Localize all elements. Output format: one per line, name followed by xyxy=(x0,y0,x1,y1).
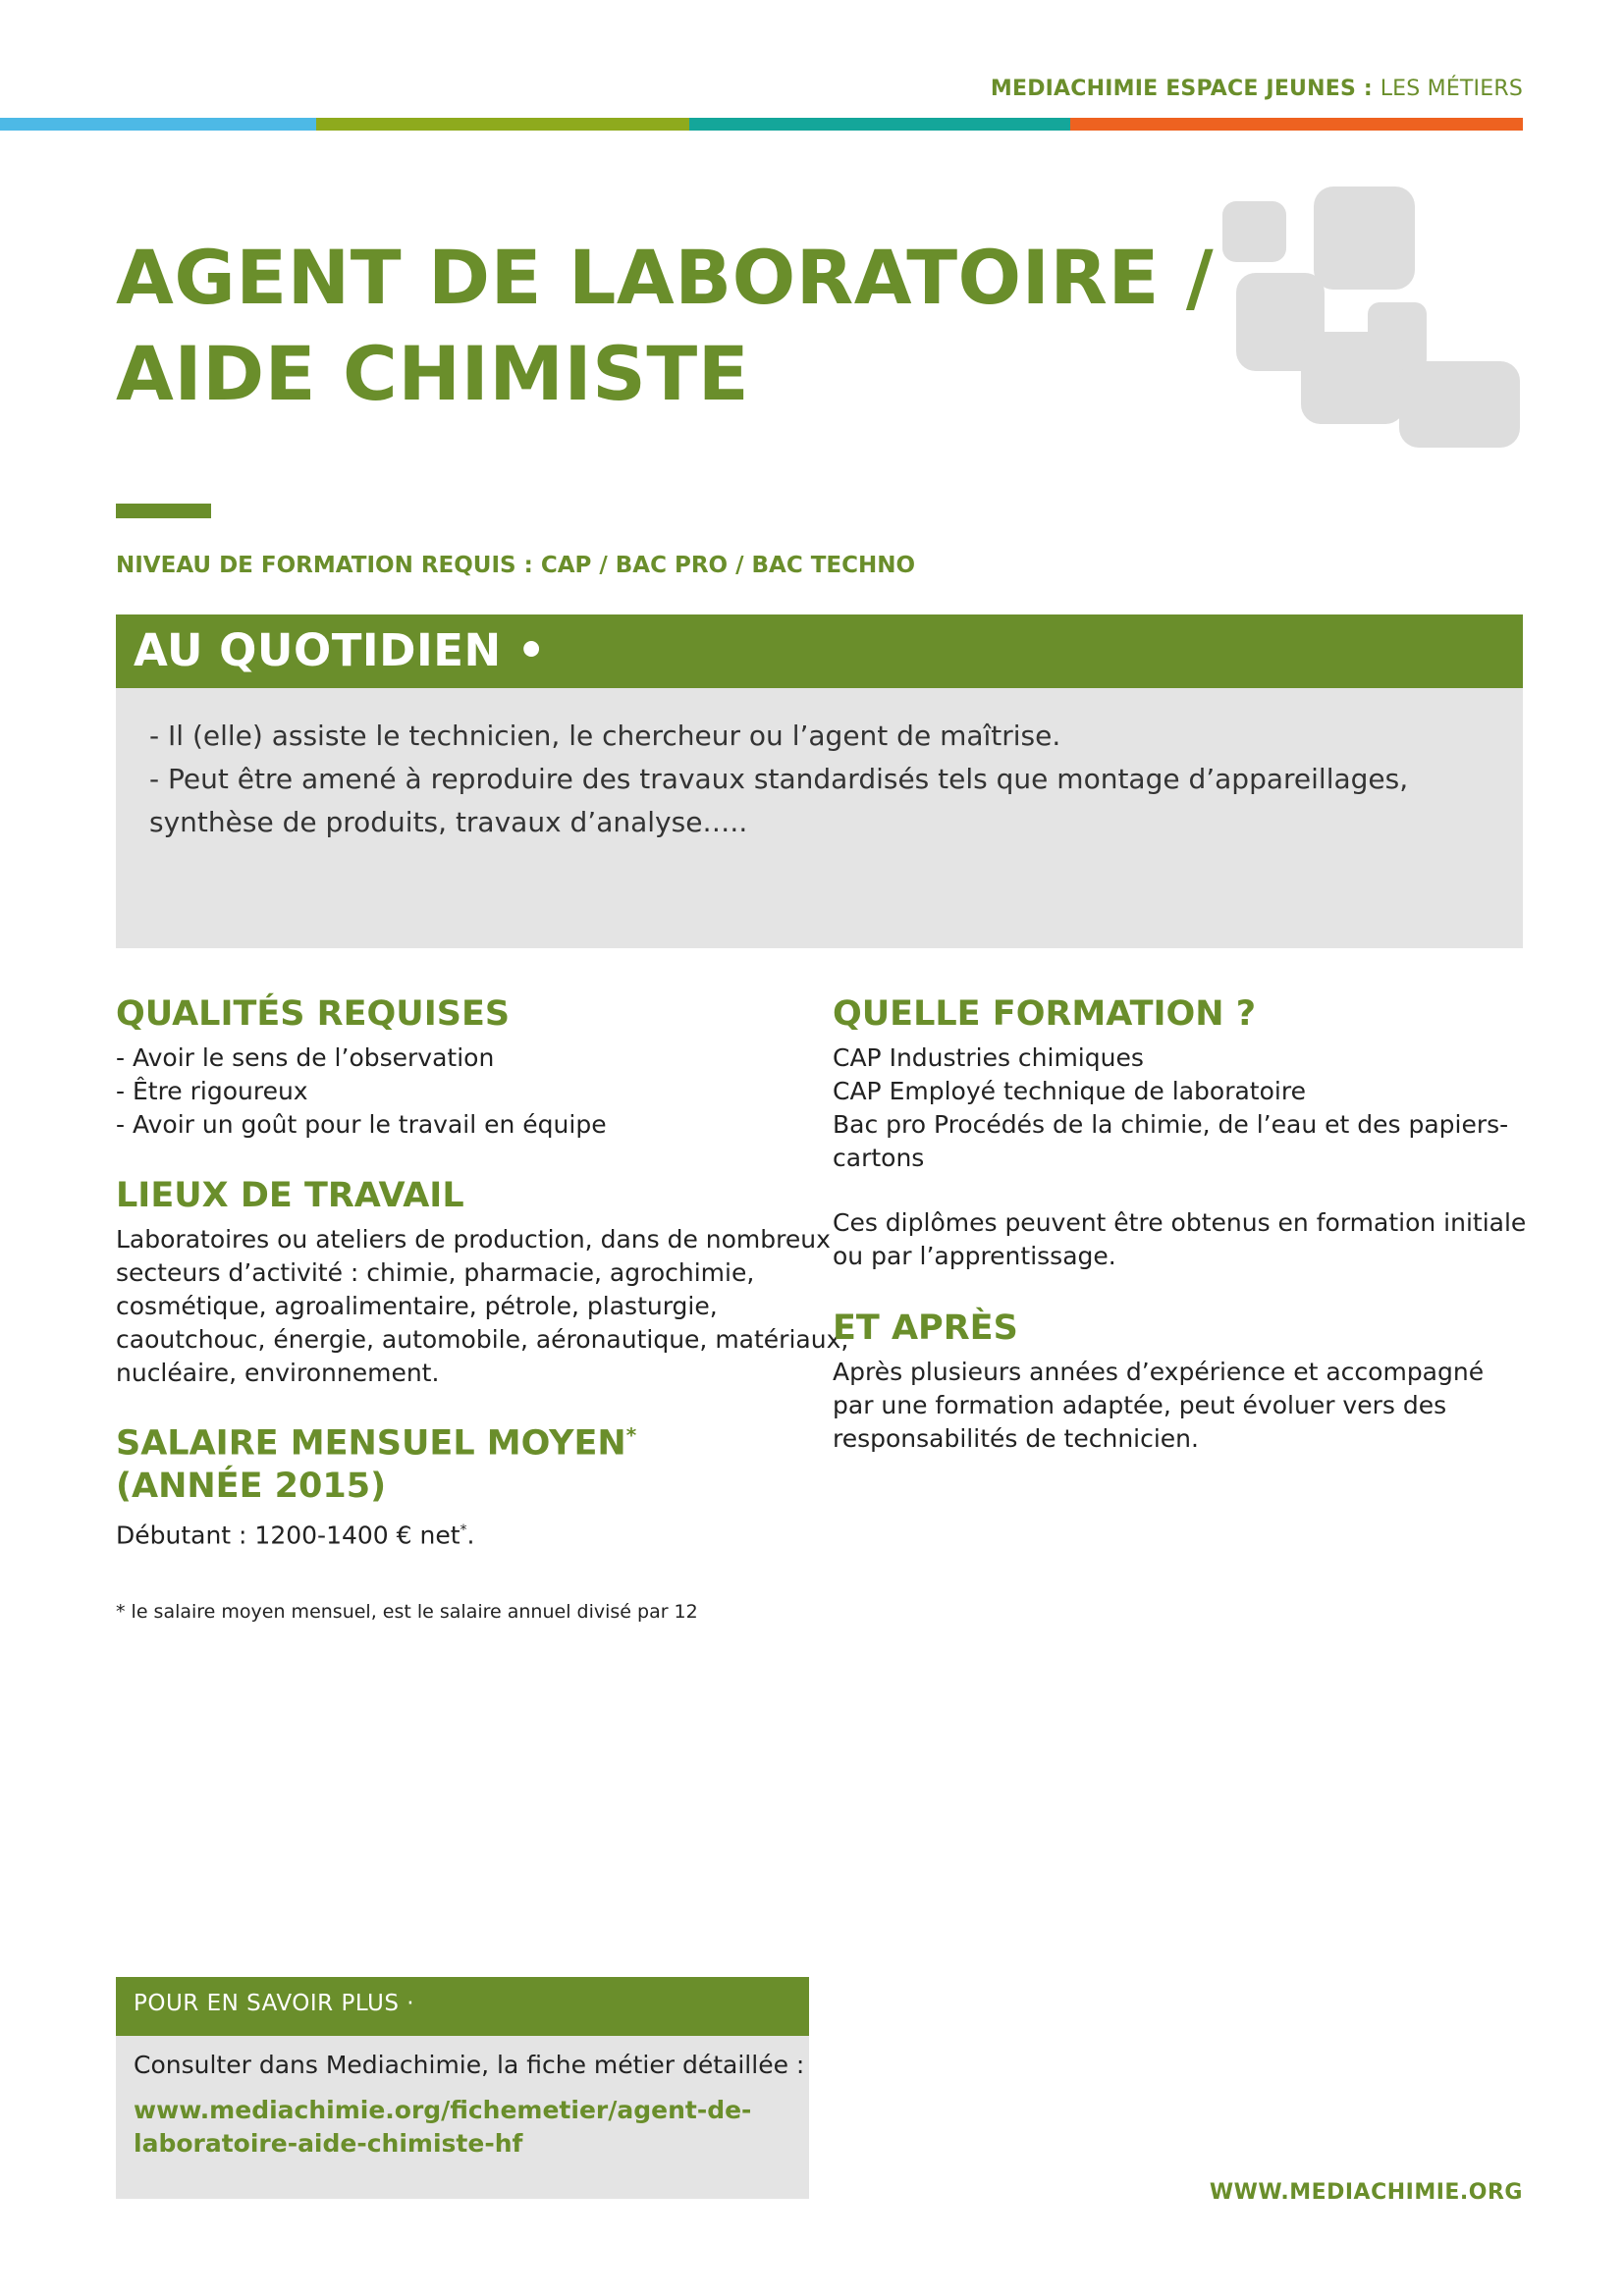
header-section: LES MÉTIERS xyxy=(1380,77,1523,101)
salaire-text xyxy=(116,1514,474,1552)
quotidien-heading: AU QUOTIDIEN • xyxy=(134,624,547,676)
qualites-heading: QUALITÉS REQUISES xyxy=(116,994,511,1034)
salaire-value-end: . xyxy=(466,1521,475,1550)
formation-list xyxy=(833,1041,1508,1175)
page-title xyxy=(116,230,1214,422)
salaire-heading-mark: * xyxy=(625,1423,637,1447)
lieux-line: secteurs d’activité : chimie, pharmacie, agrochimie, xyxy=(116,1258,755,1287)
formation-note xyxy=(833,1206,1526,1273)
lieux-line: Laboratoires ou ateliers de production, dans de nombreux xyxy=(116,1225,831,1254)
salaire-heading-text: SALAIRE MENSUEL MOYEN xyxy=(116,1423,626,1464)
color-bar-lime xyxy=(316,118,689,131)
more-info-text: Consulter dans Mediachimie, la fiche métier détaillée : xyxy=(134,2051,805,2079)
lieux-text xyxy=(116,1223,848,1390)
quotidien-line: synthèse de produits, travaux d’analyse….. xyxy=(149,806,748,838)
apres-heading: ET APRÈS xyxy=(833,1308,1018,1348)
formation-item: cartons xyxy=(833,1144,925,1172)
quotidien-box xyxy=(116,688,1523,948)
salaire-footnote: * le salaire moyen mensuel, est le salaire annuel divisé par 12 xyxy=(116,1601,698,1623)
color-bar-blue xyxy=(0,118,316,131)
header-separator: : xyxy=(1356,77,1380,101)
formation-item: Bac pro Procédés de la chimie, de l’eau et des papiers- xyxy=(833,1110,1509,1139)
more-info-heading: POUR EN SAVOIR PLUS · xyxy=(134,1991,415,2016)
quotidien-line: - Peut être amené à reproduire des travaux standardisés tels que montage d’appareillages, xyxy=(149,763,1409,795)
formation-item: CAP Employé technique de laboratoire xyxy=(833,1077,1306,1105)
salaire-heading-line-2: (ANNÉE 2015) xyxy=(116,1467,387,1506)
formation-item: CAP Industries chimiques xyxy=(833,1043,1144,1072)
qualites-item: - Avoir un goût pour le travail en équipe xyxy=(116,1110,607,1139)
formation-level: NIVEAU DE FORMATION REQUIS : CAP / BAC PRO / BAC TECHNO xyxy=(116,553,916,578)
qualites-list xyxy=(116,1041,607,1142)
apres-line: responsabilités de technicien. xyxy=(833,1424,1199,1453)
apres-line: par une formation adaptée, peut évoluer vers des xyxy=(833,1391,1447,1419)
more-info-link-line-2[interactable]: laboratoire-aide-chimiste-hf xyxy=(134,2129,523,2158)
apres-text xyxy=(833,1356,1484,1456)
quotidien-line: - Il (elle) assiste le technicien, le chercheur ou l’agent de maîtrise. xyxy=(149,720,1061,752)
salaire-value-mark: * xyxy=(460,1522,467,1538)
more-info-box xyxy=(116,2036,809,2199)
formation-note-line: Ces diplômes peuvent être obtenus en formation initiale xyxy=(833,1208,1527,1237)
more-info-header xyxy=(116,1977,809,2036)
header-brand-name: MEDIACHIMIE ESPACE JEUNES xyxy=(990,77,1356,101)
title-line-2: AIDE CHIMISTE xyxy=(116,330,750,417)
apres-line: Après plusieurs années d’expérience et accompagné xyxy=(833,1358,1485,1386)
qualites-item: - Être rigoureux xyxy=(116,1077,308,1105)
lieux-line: cosmétique, agroalimentaire, pétrole, plasturgie, xyxy=(116,1292,718,1320)
color-bar-teal xyxy=(689,118,1070,131)
salaire-heading-line-1 xyxy=(116,1423,636,1464)
lieux-line: caoutchouc, énergie, automobile, aéronautique, matériaux, xyxy=(116,1325,849,1354)
color-bar-orange xyxy=(1070,118,1523,131)
lieux-line: nucléaire, environnement. xyxy=(116,1359,440,1387)
decorative-pixel-icon xyxy=(1222,187,1529,454)
qualites-item: - Avoir le sens de l’observation xyxy=(116,1043,495,1072)
header-brand xyxy=(991,77,1523,101)
title-line-1: AGENT DE LABORATOIRE / xyxy=(116,234,1215,321)
lieux-heading: LIEUX DE TRAVAIL xyxy=(116,1176,464,1215)
formation-heading: QUELLE FORMATION ? xyxy=(833,994,1257,1034)
more-info-link-line-1[interactable]: www.mediachimie.org/fichemetier/agent-de- xyxy=(134,2096,752,2124)
footer-website-link[interactable]: WWW.MEDIACHIMIE.ORG xyxy=(1209,2180,1523,2205)
formation-note-line: ou par l’apprentissage. xyxy=(833,1242,1116,1270)
title-underline xyxy=(116,504,211,518)
salaire-value: Débutant : 1200-1400 € net xyxy=(116,1521,460,1550)
quotidien-header xyxy=(116,614,1523,688)
